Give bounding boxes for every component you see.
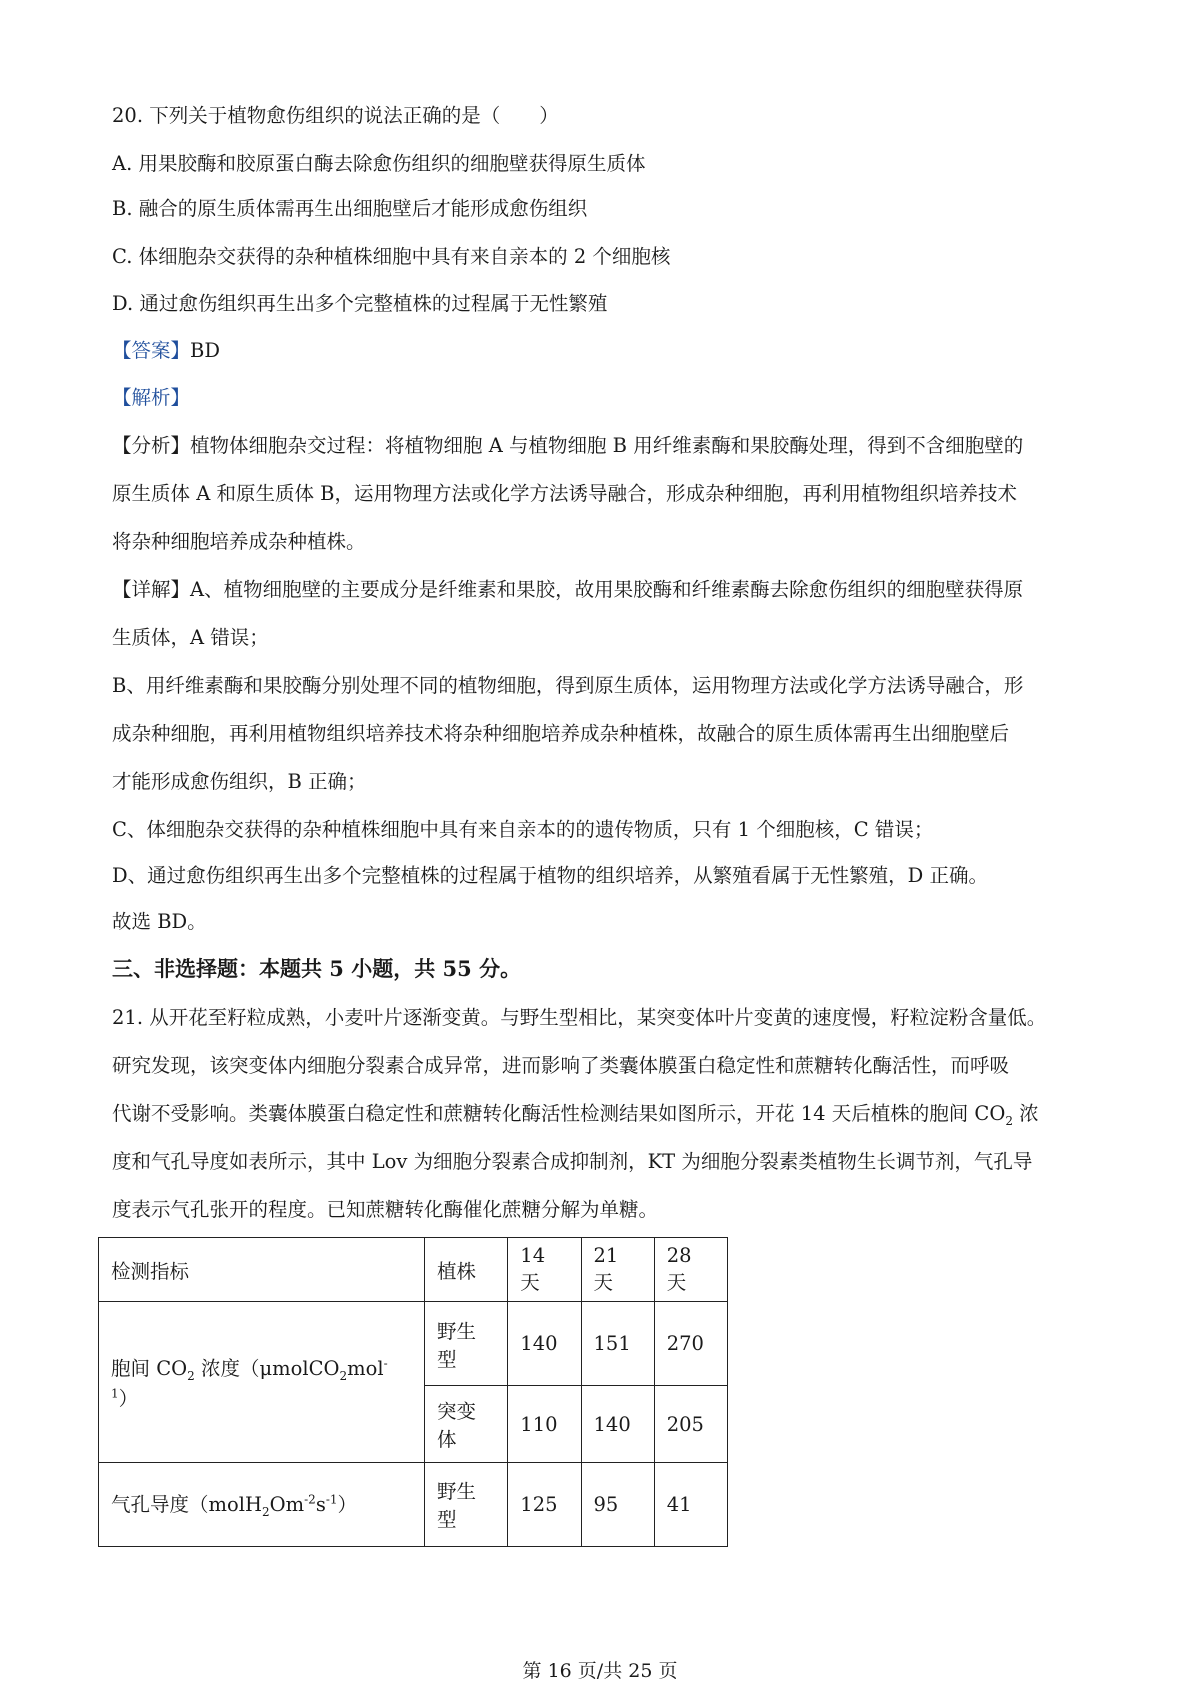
- q21-line-5: 度表示气孔张开的程度。已知蔗糖转化酶催化蔗糖分解为单糖。: [112, 1198, 659, 1221]
- header-indicator: 检测指标: [99, 1238, 425, 1302]
- table-header-row: [99, 1238, 728, 1302]
- section-heading: 三、非选择题：本题共 5 小题，共 55 分。: [112, 956, 522, 981]
- plant-cell: 野生型: [425, 1462, 508, 1546]
- q20-option-c: C. 体细胞杂交获得的杂种植株细胞中具有来自亲本的 2 个细胞核: [112, 245, 671, 268]
- q20-option-d: D. 通过愈伤组织再生出多个完整植株的过程属于无性繁殖: [112, 292, 608, 315]
- value-cell: 95: [581, 1462, 654, 1546]
- header-day21: 21 天: [581, 1238, 654, 1302]
- co2-label: 胞间 $CO_2$ 浓度（μmolCO$_2$mol$^{-1}$）: [99, 1302, 425, 1463]
- detail-line-6: C、体细胞杂交获得的杂种植株细胞中具有来自亲本的的遗传物质，只有 1 个细胞核，C 错误；: [112, 818, 934, 841]
- value-cell: 140: [508, 1302, 581, 1386]
- detail-line-7: D、通过愈伤组织再生出多个完整植株的过程属于植物的组织培养，从繁殖看属于无性繁殖，D 正确。: [112, 864, 988, 887]
- answer-value: BD: [190, 339, 220, 362]
- detail-line-3: B、用纤维素酶和果胶酶分别处理不同的植物细胞，得到原生质体，运用物理方法或化学方法诱导融合，形: [112, 674, 1024, 697]
- stoma-label: 气孔导度$(molH_2Om^{-2}s^{-1})$: [99, 1462, 425, 1546]
- value-cell: 125: [508, 1462, 581, 1546]
- header-plant: 植株: [425, 1238, 508, 1302]
- analysis-line-1: 【分析】植物体细胞杂交过程：将植物细胞 A 与植物细胞 B 用纤维素酶和果胶酶处理，得到不含细胞壁的: [112, 434, 1024, 457]
- detail-line-1: 【详解】A、植物细胞壁的主要成分是纤维素和果胶，故用果胶酶和纤维素酶去除愈伤组织的细胞壁获得原: [112, 578, 1024, 601]
- plant-cell: 突变体: [425, 1386, 508, 1462]
- header-day14: 14 天: [508, 1238, 581, 1302]
- q20-stem: 20. 下列关于植物愈伤组织的说法正确的是（ ）: [112, 104, 559, 127]
- q21-line-1: 21. 从开花至籽粒成熟，小麦叶片逐渐变黄。与野生型相比，某突变体叶片变黄的速度慢，籽粒淀粉含量低。: [112, 1006, 1047, 1029]
- q21-line-3: 代谢不受影响。类囊体膜蛋白稳定性和蔗糖转化酶活性检测结果如图所示，开花 14 天后植株的胞间 $CO_2$ 浓: [112, 1102, 1039, 1128]
- analysis-tag: 【解析】: [112, 386, 191, 409]
- q20-option-a: A. 用果胶酶和胶原蛋白酶去除愈伤组织的细胞壁获得原生质体: [112, 152, 646, 175]
- value-cell: 205: [654, 1386, 727, 1462]
- value-cell: 151: [581, 1302, 654, 1386]
- detail-line-5: 才能形成愈伤组织，B 正确；: [112, 770, 367, 793]
- detail-line-8: 故选 BD。: [112, 910, 207, 933]
- analysis-line-3: 将杂种细胞培养成杂种植株。: [112, 530, 366, 553]
- detail-line-2: 生质体，A 错误；: [112, 626, 269, 649]
- plant-cell: 野生型: [425, 1302, 508, 1386]
- answer-tag: 【答案】: [112, 339, 191, 362]
- q20-option-b: B. 融合的原生质体需再生出细胞壁后才能形成愈伤组织: [112, 197, 588, 220]
- value-cell: 270: [654, 1302, 727, 1386]
- analysis-line-2: 原生质体 A 和原生质体 B，运用物理方法或化学方法诱导融合，形成杂种细胞，再利用植物组织培养技术: [112, 482, 1018, 505]
- q21-line-4: 度和气孔导度如表所示，其中 Lov 为细胞分裂素合成抑制剂，KT 为细胞分裂素类植物生长调节剂，气孔导: [112, 1150, 1033, 1173]
- table-row: [99, 1462, 728, 1546]
- data-table: [98, 1237, 728, 1547]
- q21-line-2: 研究发现，该突变体内细胞分裂素合成异常，进而影响了类囊体膜蛋白稳定性和蔗糖转化酶活性，而呼吸: [112, 1054, 1010, 1077]
- answer-line: [112, 337, 220, 365]
- page-footer: 第 16 页/共 25 页: [522, 1660, 678, 1682]
- header-day28: 28 天: [654, 1238, 727, 1302]
- detail-line-4: 成杂种细胞，再利用植物组织培养技术将杂种细胞培养成杂种植株，故融合的原生质体需再生出细胞壁后: [112, 722, 1010, 745]
- table-row: [99, 1302, 728, 1386]
- value-cell: 110: [508, 1386, 581, 1462]
- value-cell: 140: [581, 1386, 654, 1462]
- value-cell: 41: [654, 1462, 727, 1546]
